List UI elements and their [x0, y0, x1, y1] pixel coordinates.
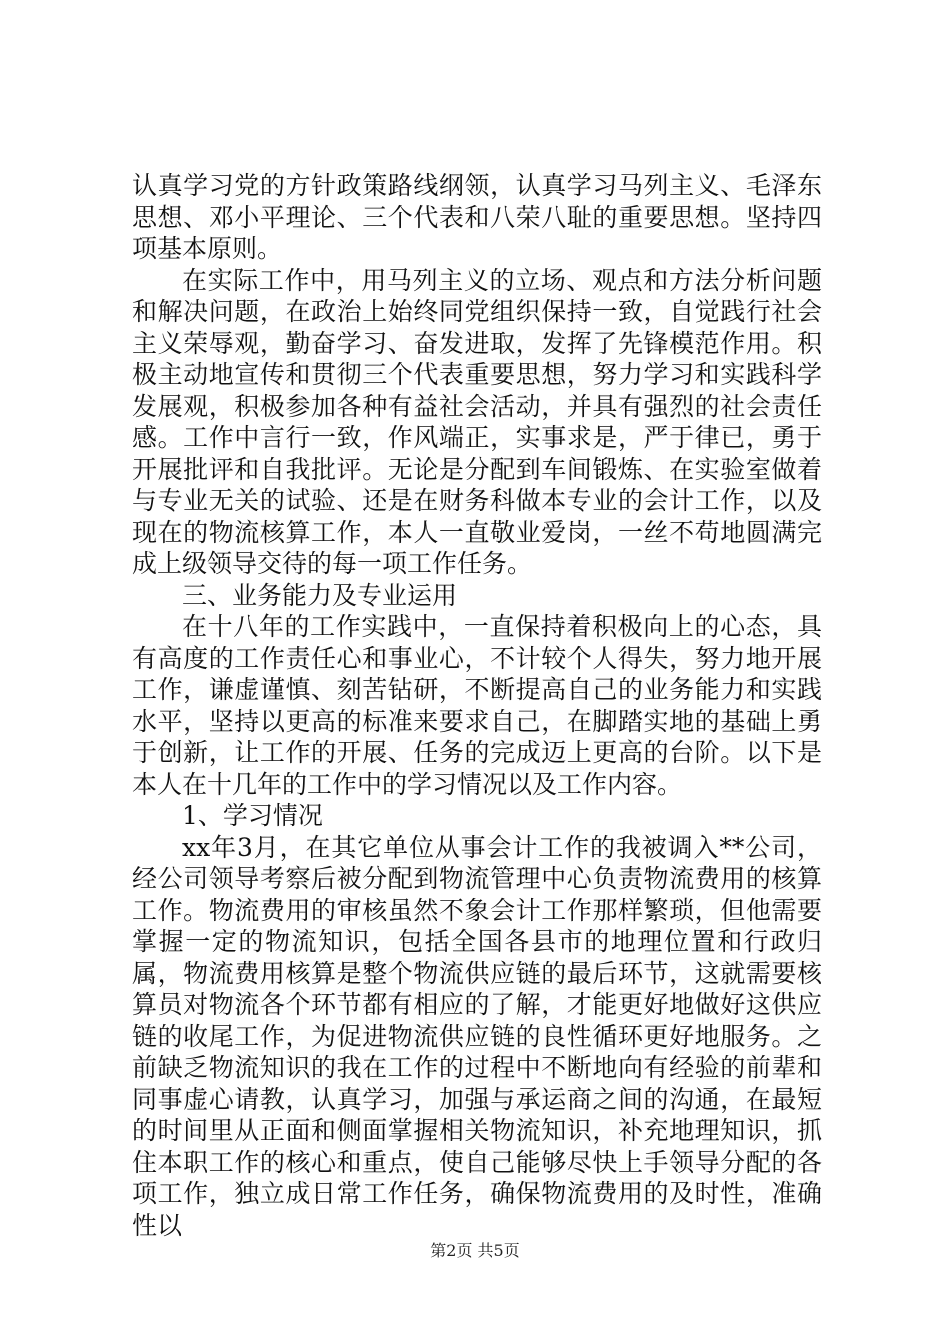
paragraph-subsection-1: xx年3月，在其它单位从事会计工作的我被调入**公司，经公司领导考察后被分配到物流管理中心负责物流费用的核算工作。物流费用的审核虽然不象会计工作那样繁琐，但他需要掌握一定的物流知识，包括全国各县市的地理位置和行政归属，物流费用核算是整个物流供应链的最后环节，这就需要核算员对物流各个环节都有相应的了解，才能更好地做好这供应链的收尾工作，为促进物流供应链的良性循环更好地服务。之前缺乏物流知识的我在工作的过程中不断地向有经验的前辈和同事虚心请教，认真学习，加强与承运商之间的沟通，在最短的时间里从正面和侧面掌握相关物流知识，补充地理知识，抓住本职工作的核心和重点，使自己能够尽快上手领导分配的各项工作，独立成日常工作任务，确保物流费用的及时性，准确性以	[132, 832, 822, 1240]
subsection-1-heading: 1、学习情况	[182, 801, 323, 830]
paragraph-section-3: 在十八年的工作实践中，一直保持着积极向上的心态，具有高度的工作责任心和事业心，不计较个人得失，努力地开展工作，谦虚谨慎、刻苦钻研，不断提高自己的业务能力和实践水平，坚持以更高的标准来要求自己，在脚踏实地的基础上勇于创新，让工作的开展、任务的完成迈上更高的台阶。以下是本人在十几年的工作中的学习情况以及工作内容。	[132, 612, 822, 799]
paragraph-continuation: 认真学习党的方针政策路线纲领，认真学习马列主义、毛泽东思想、邓小平理论、三个代表和八荣八耻的重要思想。坚持四项基本原则。	[132, 171, 822, 263]
document-body	[132, 170, 822, 1241]
section-3-heading: 三、业务能力及专业运用	[182, 580, 458, 610]
paragraph-practice: 在实际工作中，用马列主义的立场、观点和方法分析问题和解决问题，在政治上始终同党组织保持一致，自觉践行社会主义荣辱观，勤奋学习、奋发进取，发挥了先锋模范作用。积极主动地宣传和贯彻三个代表重要思想，努力学习和实践科学发展观，积极参加各种有益社会活动，并具有强烈的社会责任感。工作中言行一致，作风端正，实事求是，严于律已，勇于开展批评和自我批评。无论是分配到车间锻炼、在实验室做着与专业无关的试验、还是在财务科做本专业的会计工作，以及现在的物流核算工作，本人一直敬业爱岗，一丝不苟地圆满完成上级领导交待的每一项工作任务。	[132, 265, 822, 578]
page-number-label: 第2页 共5页	[430, 1241, 520, 1260]
page-footer	[0, 1238, 950, 1261]
